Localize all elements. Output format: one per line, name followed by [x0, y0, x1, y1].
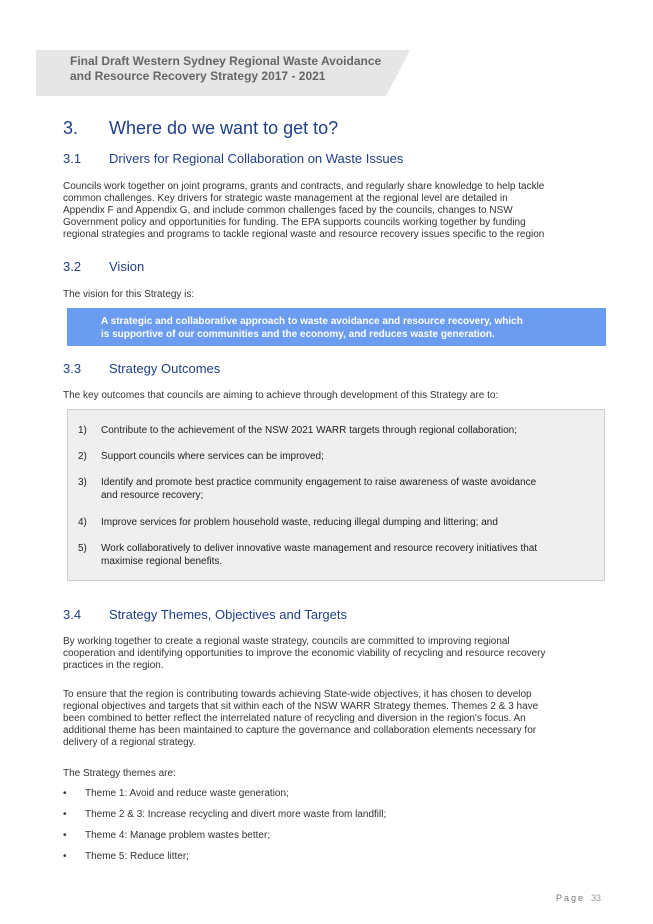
theme-text: Theme 1: Avoid and reduce waste generation;: [85, 788, 289, 799]
vision-intro: The vision for this Strategy is:: [63, 289, 195, 300]
outcome-number: 5): [78, 543, 87, 554]
subsection-title: Strategy Themes, Objectives and Targets: [109, 607, 347, 622]
paragraph-line: Councils work together on joint programs, grants and contracts, and regularly share knowledge to help tackle: [63, 181, 545, 192]
themes-paragraph-1: [63, 636, 593, 672]
theme-bullet-item: [63, 851, 189, 862]
outcome-item: [78, 516, 588, 529]
paragraph-line: been combined to better reflect the interrelated nature of recycling and diversion in the region's focus. An: [63, 713, 526, 724]
paragraph-line: Government policy and opportunities for funding. The EPA supports councils working together by funding: [63, 217, 526, 228]
subsection-3-3-heading: [63, 361, 220, 376]
paragraph-line: To ensure that the region is contributing towards achieving State-wide objectives, it has chosen to develop: [63, 689, 532, 700]
vision-line: A strategic and collaborative approach to waste avoidance and resource recovery, which: [101, 316, 523, 327]
outcome-number: 4): [78, 517, 87, 528]
outcome-number: 1): [78, 425, 87, 436]
paragraph-line: additional theme has been maintained to capture the governance and collaboration elements necessary for: [63, 725, 537, 736]
section-title-text: Where do we want to get to?: [109, 118, 339, 138]
outcome-number: 2): [78, 451, 87, 462]
outcome-item: [78, 542, 588, 568]
bullet-icon: •: [63, 809, 67, 820]
subsection-3-1-heading: [63, 151, 403, 166]
outcome-text: maximise regional benefits.: [101, 556, 223, 567]
vision-line: is supportive of our communities and the economy, and reduces waste generation.: [101, 329, 495, 340]
vision-statement: [101, 315, 581, 341]
outcome-item: [78, 424, 588, 437]
page-label: Page: [556, 893, 586, 903]
themes-paragraph-2: [63, 689, 593, 749]
outcome-text: and resource recovery;: [101, 490, 204, 501]
outcome-item: [78, 450, 588, 463]
bullet-icon: •: [63, 830, 67, 841]
paragraph-line: regional objectives and targets that sit within each of the NSW WARR Strategy themes. Themes 2 & 3 have: [63, 701, 539, 712]
bullet-icon: •: [63, 851, 67, 862]
theme-text: Theme 4: Manage problem wastes better;: [85, 830, 271, 841]
section-title: [63, 118, 338, 139]
document-header: [70, 54, 381, 84]
outcome-text: Identify and promote best practice community engagement to raise awareness of waste avoidance: [101, 477, 537, 488]
subsection-number: 3.1: [63, 151, 82, 166]
header-line-2: and Resource Recovery Strategy 2017 - 2021: [70, 69, 326, 83]
subsection-number: 3.3: [63, 361, 82, 376]
theme-bullet-item: [63, 788, 289, 799]
paragraph-line: regional strategies and programs to tackle regional waste and resource recovery issues specific to the region: [63, 229, 545, 240]
paragraph-line: Appendix F and Appendix G, and include common challenges faced by the councils, changes to NSW: [63, 205, 513, 216]
outcome-text: Support councils where services can be improved;: [101, 451, 324, 462]
header-line-1: Final Draft Western Sydney Regional Waste Avoidance: [70, 54, 382, 68]
theme-text: Theme 5: Reduce litter;: [85, 851, 189, 862]
paragraph-line: common challenges. Key drivers for strategic waste management at the regional level are detailed in: [63, 193, 508, 204]
outcome-text: Contribute to the achievement of the NSW 2021 WARR targets through regional collaboration;: [101, 425, 517, 436]
outcome-item: [78, 476, 588, 502]
subsection-number: 3.4: [63, 607, 82, 622]
subsection-title: Drivers for Regional Collaboration on Waste Issues: [109, 151, 404, 166]
paragraph-line: cooperation and identifying opportunities to improve the economic viability of recycling and resource recovery: [63, 648, 546, 659]
page-number: 33: [591, 893, 602, 903]
bullet-icon: •: [63, 788, 67, 799]
subsection-title: Strategy Outcomes: [109, 361, 221, 376]
drivers-paragraph: [63, 181, 593, 241]
themes-intro: The Strategy themes are:: [63, 768, 176, 779]
theme-text: Theme 2 & 3: Increase recycling and divert more waste from landfill;: [85, 809, 387, 820]
theme-bullet-item: [63, 830, 270, 841]
paragraph-line: delivery of a regional strategy.: [63, 737, 196, 748]
page-footer: [556, 893, 601, 903]
subsection-3-4-heading: [63, 607, 347, 622]
outcome-text: Improve services for problem household waste, reducing illegal dumping and littering; and: [101, 517, 498, 528]
outcome-number: 3): [78, 477, 87, 488]
subsection-3-2-heading: [63, 259, 144, 274]
paragraph-line: practices in the region.: [63, 660, 164, 671]
paragraph-line: By working together to create a regional waste strategy, councils are committed to improving regional: [63, 636, 510, 647]
theme-bullet-item: [63, 809, 386, 820]
outcomes-intro: The key outcomes that councils are aiming to achieve through development of this Strategy are to:: [63, 390, 499, 401]
subsection-number: 3.2: [63, 259, 82, 274]
section-number: 3.: [63, 118, 79, 138]
outcome-text: Work collaboratively to deliver innovative waste management and resource recovery initiatives that: [101, 543, 538, 554]
subsection-title: Vision: [109, 259, 145, 274]
